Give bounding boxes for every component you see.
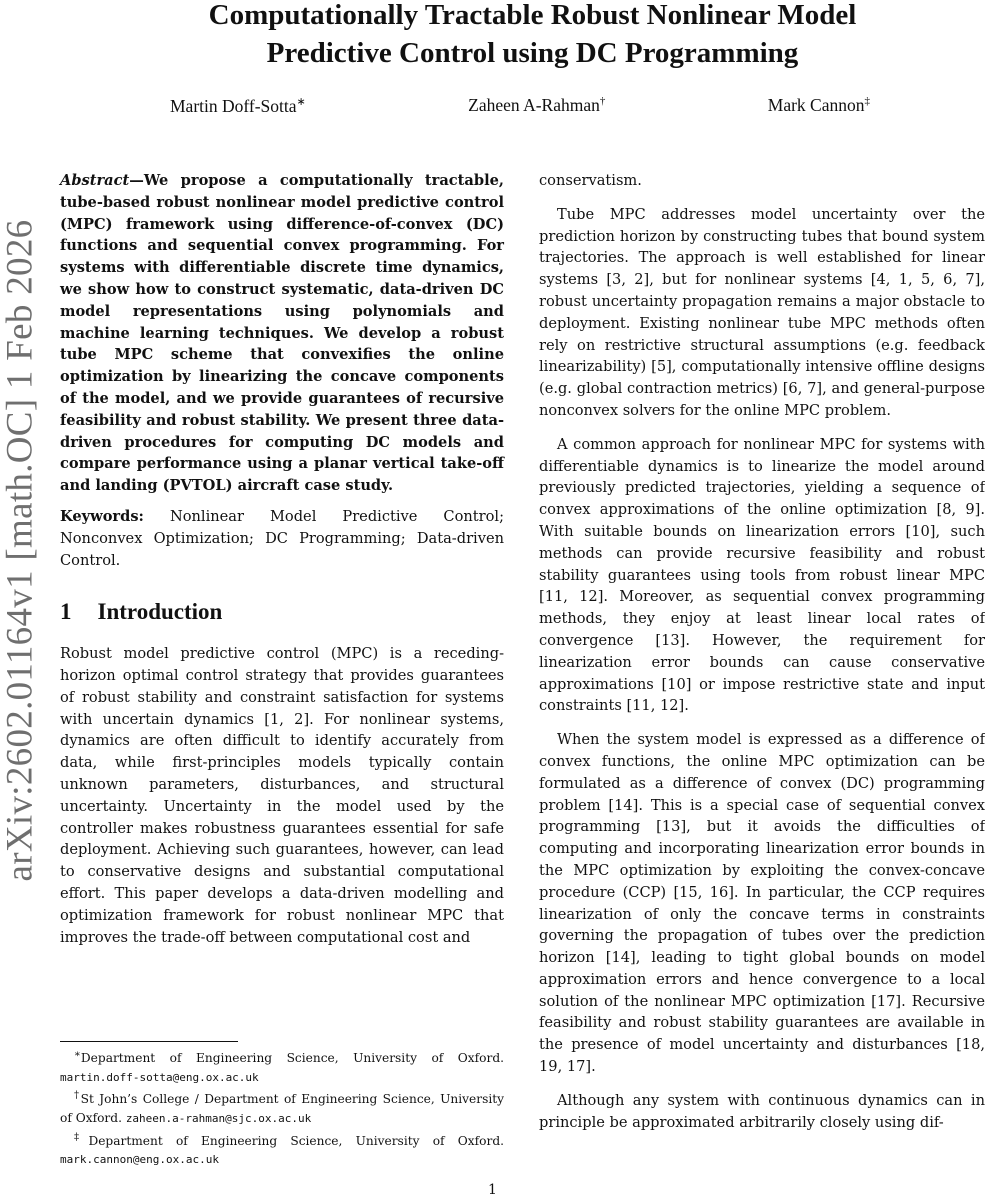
- author-1-mark: ∗: [296, 96, 306, 108]
- page-number: 1: [488, 1182, 497, 1198]
- abstract-text: We propose a computationally tractable, tube-based robust nonlinear model predictive control (MPC) framework using difference-of-convex (DC) functions and sequential convex programming. For systems with differentiable discrete time dynamics, we show how to construct systematic, data-driven DC model representations using polynomials and machine learning techniques. We develop a robust tube MPC scheme that convexifies the online optimization by linearizing the concave components of the model, and we provide guarantees of recursive feasibility and robust stability. We present three data-driven procedures for computing DC models and compare performance using a planar vertical take-off and landing (PVTOL) aircraft case study.: [60, 172, 504, 495]
- arxiv-identifier-text: arXiv:2602.01164v1 [math.OC] 1 Feb 2026: [0, 219, 41, 881]
- keywords-label: Keywords:: [60, 507, 144, 525]
- author-1-name: Martin Doff-Sotta: [170, 95, 297, 116]
- right-column: [539, 170, 985, 1133]
- footnotes: [60, 1046, 504, 1170]
- author-2-name: Zaheen A-Rahman: [468, 95, 600, 115]
- title-line-2: Predictive Control using DC Programming: [266, 37, 799, 69]
- footnote-3-email: mark.cannon@eng.ox.ac.uk: [60, 1153, 219, 1167]
- section-title: Introduction: [97, 599, 223, 625]
- keywords: [60, 506, 504, 571]
- author-2-mark: †: [599, 95, 606, 108]
- right-paragraph-approximation: Although any system with continuous dynamics can in principle be approximated arbitrarily closely using dif-: [539, 1091, 985, 1131]
- arxiv-identifier-stamp: [0, 210, 40, 890]
- author-2: [468, 95, 605, 117]
- footnote-1-email: martin.doff-sotta@eng.ox.ac.uk: [60, 1070, 259, 1084]
- section-number: 1: [60, 599, 72, 625]
- footnote-separator: [60, 1041, 238, 1042]
- author-3: [768, 95, 870, 117]
- footnote-2-mark: †: [74, 1090, 81, 1102]
- footnote-2: [60, 1087, 504, 1128]
- author-3-name: Mark Cannon: [767, 95, 865, 115]
- author-list: [170, 95, 870, 117]
- keywords-text: Nonlinear Model Predictive Control; Nonconvex Optimization; DC Programming; Data-driven Control.: [60, 507, 504, 569]
- footnote-2-text: St John’s College / Department of Engineering Science, University of Oxford.: [60, 1092, 505, 1125]
- footnote-1-mark: ∗: [74, 1049, 81, 1060]
- right-paragraph-dc-programming: When the system model is expressed as a difference of convex functions, the online MPC optimization can be formulated as a difference of convex (DC) programming problem [14]. This is a special case of sequential convex programming [13], but it avoids the difficulties of computing and incorporating linearization error bounds in the MPC optimization by exploiting the convex-concave procedure (CCP) [15, 16]. In particular, the CCP requires linearization of only the concave terms in constraints governing the propagation of tubes over the prediction horizon [14], leading to tight global bounds on model approximation errors and hence convergence to a local solution of the nonlinear MPC optimization [17]. Recursive feasibility and robust stability guarantees are available in the presence of model uncertainty and disturbances [18, 19, 17].: [539, 731, 985, 1076]
- author-3-mark: ‡: [864, 95, 870, 108]
- right-paragraph-tube-mpc: Tube MPC addresses model uncertainty over the prediction horizon by constructing tubes that bound system trajectories. The approach is well established for linear systems [3, 2], but for nonlinear systems [4, 1, 5, 6, 7], robust uncertainty propagation remains a major obstacle to deployment. Existing nonlinear tube MPC methods often rely on restrictive structural assumptions (e.g. feedback linearizability) [5], computationally intensive offline designs (e.g. global contraction metrics) [6, 7], and general-purpose nonconvex solvers for the online MPC problem.: [539, 205, 985, 419]
- paper-title: [80, 0, 985, 72]
- abstract-dash: —: [129, 172, 144, 189]
- author-1: [170, 95, 306, 117]
- footnote-3-text: Department of Engineering Science, University of Oxford.: [88, 1133, 505, 1148]
- footnote-2-email: zaheen.a-rahman@sjc.ox.ac.uk: [125, 1111, 312, 1125]
- footnote-3-mark: ‡: [74, 1131, 89, 1143]
- abstract: [60, 170, 504, 497]
- footnote-1-text: Department of Engineering Science, University of Oxford.: [80, 1051, 504, 1066]
- title-line-1: Computationally Tractable Robust Nonlinear Model: [208, 0, 857, 31]
- footnote-3: [60, 1129, 504, 1170]
- section-heading-introduction: [60, 601, 504, 623]
- right-paragraph-linearization: A common approach for nonlinear MPC for systems with differentiable dynamics is to linearize the model around previously predicted trajectories, yielding a sequence of convex approximations of the online optimization [8, 9]. With suitable bounds on linearization errors [10], such methods can provide recursive feasibility and robust stability guarantees using tools from robust linear MPC [11, 12]. Moreover, as sequential convex programming methods, they enjoy at least linear local rates of convergence [13]. However, the requirement for linearization error bounds can cause conservative approximations [10] or impose restrictive state and input constraints [11, 12].: [539, 435, 985, 715]
- abstract-label: Abstract: [60, 172, 130, 189]
- footnote-1: [60, 1046, 504, 1087]
- intro-paragraph-1: Robust model predictive control (MPC) is a receding-horizon optimal control strategy that provides guarantees of robust stability and constraint satisfaction for systems with uncertain dynamics [1, 2]. For nonlinear systems, dynamics are often difficult to identify accurately from data, while first-principles models typically contain unknown parameters, disturbances, and structural uncertainty. Uncertainty in the model used by the controller makes robustness guarantees essential for safe deployment. Achieving such guarantees, however, can lead to conservative designs and substantial computational effort. This paper develops a data-driven modelling and optimization framework for robust nonlinear MPC that improves the trade-off between computational cost and: [60, 645, 504, 946]
- left-column: [60, 170, 504, 948]
- right-paragraph-continuation: conservatism.: [539, 172, 642, 189]
